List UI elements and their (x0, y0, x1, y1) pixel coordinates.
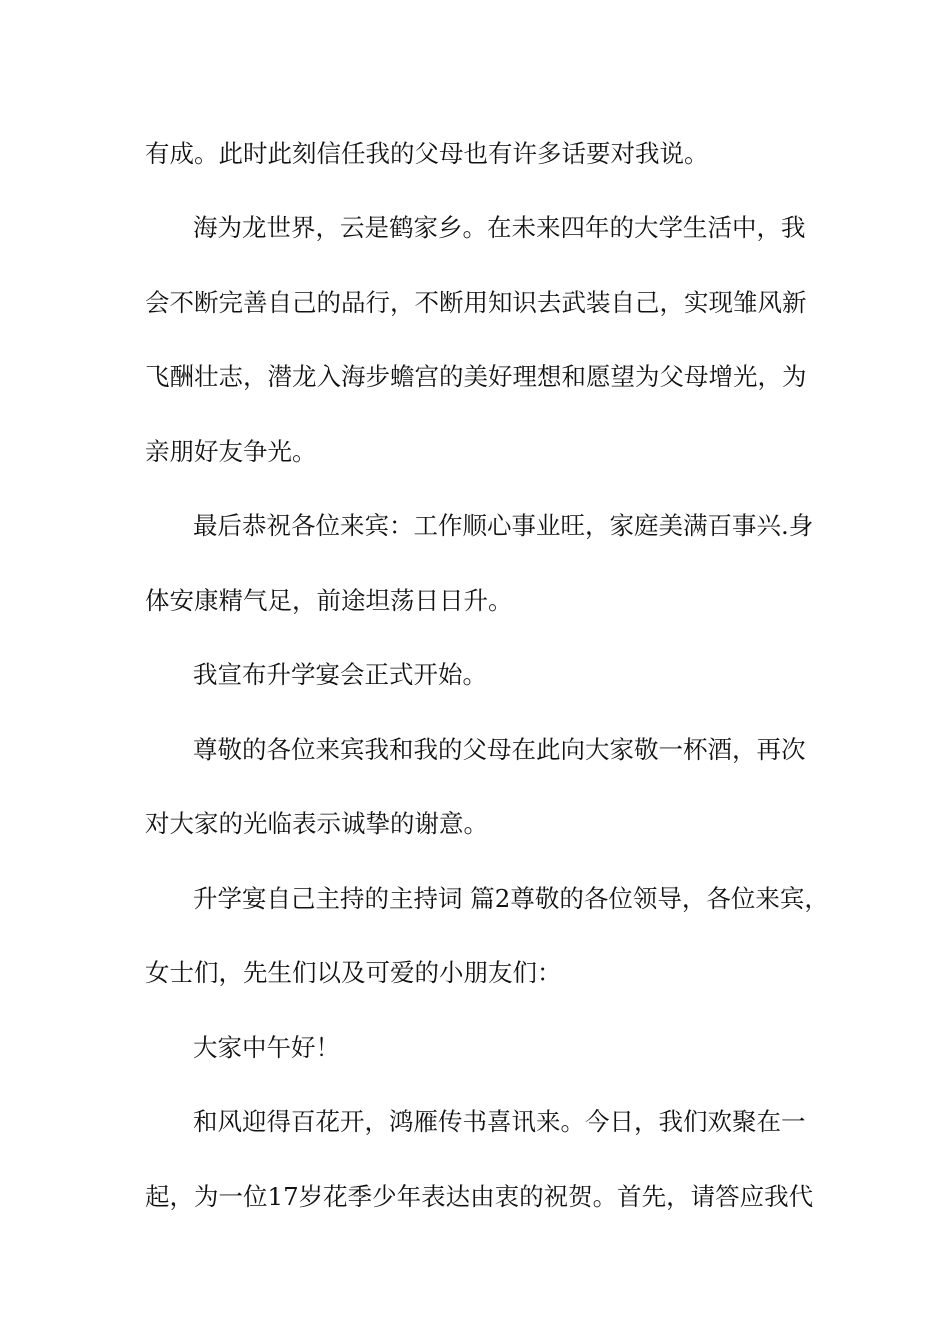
text-line: 有成。此时此刻信任我的父母也有许多话要对我说。 (145, 139, 709, 168)
text-line: 会不断完善自己的品行，不断用知识去武装自己，实现雏风新 (145, 288, 807, 317)
text-line: 体安康精气足，前途坦荡日日升。 (145, 586, 513, 615)
text-line: 亲朋好友争光。 (145, 437, 317, 466)
text-line: 对大家的光临表示诚挚的谢意。 (145, 809, 488, 838)
text-line: 尊敬的各位来宾我和我的父母在此向大家敬一杯酒，再次 (193, 735, 806, 764)
text-line: 女士们，先生们以及可爱的小朋友们： (145, 958, 562, 987)
text-line: 我宣布升学宴会正式开始。 (193, 660, 487, 689)
text-line: 海为龙世界，云是鹤家乡。在未来四年的大学生活中，我 (193, 213, 806, 242)
text-line: 飞酬壮志，潜龙入海步蟾宫的美好理想和愿望为父母增光，为 (145, 362, 807, 391)
text-line: 起，为一位17岁花季少年表达由衷的祝贺。首先，请答应我代 (145, 1182, 814, 1211)
text-line: 最后恭祝各位来宾：工作顺心事业旺，家庭美满百事兴.身 (193, 511, 814, 540)
text-line: 和风迎得百花开，鸿雁传书喜讯来。今日，我们欢聚在一 (193, 1107, 806, 1136)
text-line: 升学宴自己主持的主持词 篇2尊敬的各位领导，各位来宾， (193, 884, 829, 913)
text-line: 大家中午好！ (193, 1033, 340, 1062)
